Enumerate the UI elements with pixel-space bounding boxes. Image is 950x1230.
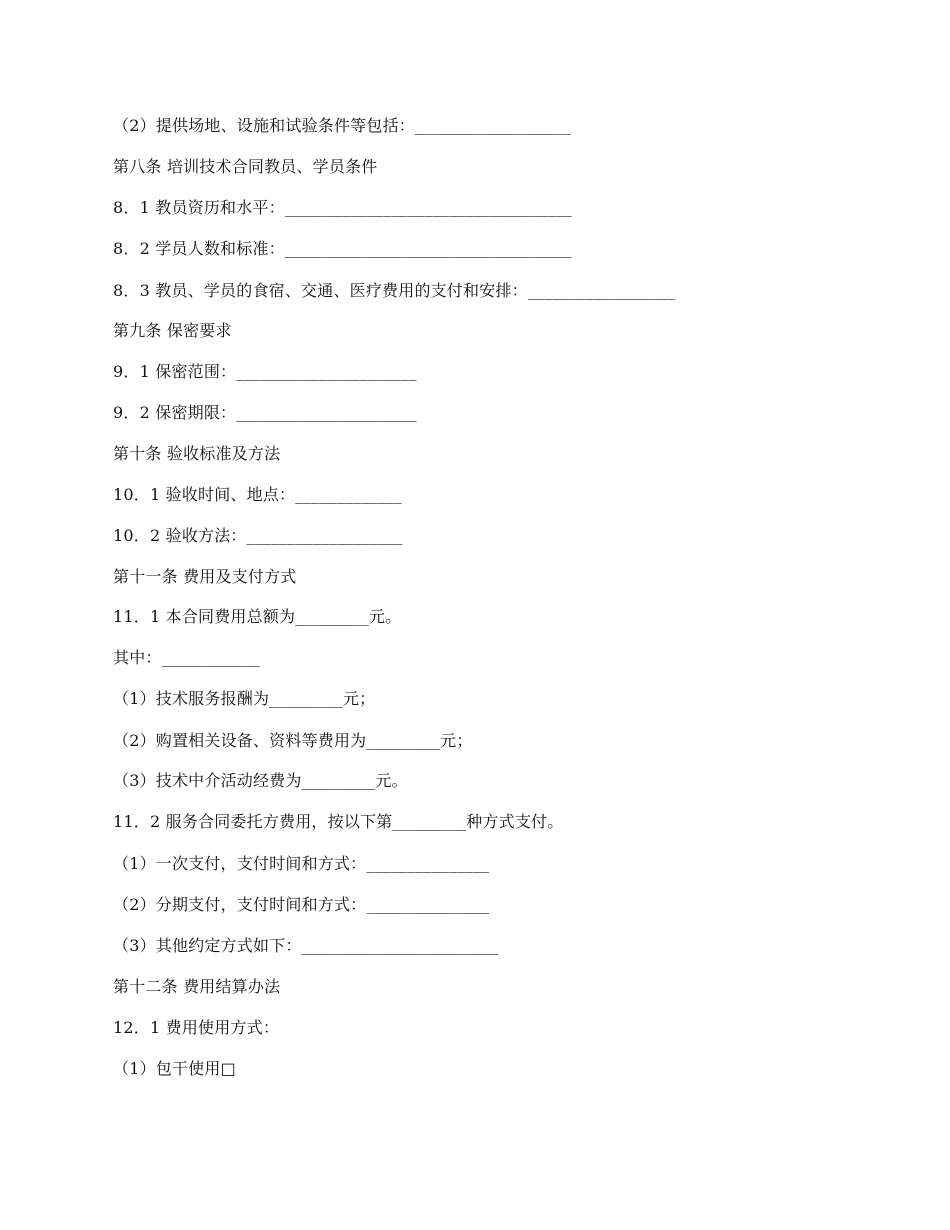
- clause-8-2: 8．2 学员人数和标准：___________________________________: [113, 239, 572, 258]
- clause-11-2: 11．2 服务合同委托方费用，按以下第_________种方式支付。: [113, 812, 564, 831]
- clause-11-1: 11．1 本合同费用总额为_________元。: [113, 607, 402, 626]
- clause-11-2-item-3: （3）其他约定方式如下：________________________: [113, 936, 499, 955]
- clause-11-1-item-1: （1）技术服务报酬为_________元；: [113, 689, 376, 708]
- clause-12-1-item-1: （1）包干使用□: [113, 1059, 236, 1078]
- clause-11-1-item-3: （3）技术中介活动经费为_________元。: [113, 771, 408, 790]
- article-10-heading: 第十条 验收标准及方法: [113, 444, 281, 463]
- clause-12-1: 12．1 费用使用方式：: [113, 1018, 280, 1037]
- article-9-heading: 第九条 保密要求: [113, 321, 232, 340]
- clause-7-item-2: （2）提供场地、设施和试验条件等包括：___________________: [113, 116, 571, 135]
- clause-9-1: 9．1 保密范围：______________________: [113, 362, 417, 381]
- clause-8-1: 8．1 教员资历和水平：___________________________________: [113, 198, 572, 217]
- clause-10-2: 10．2 验收方法：___________________: [113, 526, 403, 545]
- article-11-heading: 第十一条 费用及支付方式: [113, 567, 297, 586]
- clause-9-2: 9．2 保密期限：______________________: [113, 403, 417, 422]
- clause-11-2-item-2: （2）分期支付，支付时间和方式：_______________: [113, 895, 490, 914]
- clause-8-3: 8．3 教员、学员的食宿、交通、医疗费用的支付和安排：__________________: [113, 281, 676, 300]
- clause-11-1-item-2: （2）购置相关设备、资料等费用为_________元；: [113, 731, 473, 750]
- clause-11-2-item-1: （1）一次支付，支付时间和方式：_______________: [113, 854, 490, 873]
- clause-11-1-breakdown: 其中：____________: [113, 648, 261, 667]
- clause-10-1: 10．1 验收时间、地点：_____________: [113, 485, 402, 504]
- article-12-heading: 第十二条 费用结算办法: [113, 977, 281, 996]
- article-8-heading: 第八条 培训技术合同教员、学员条件: [113, 157, 378, 176]
